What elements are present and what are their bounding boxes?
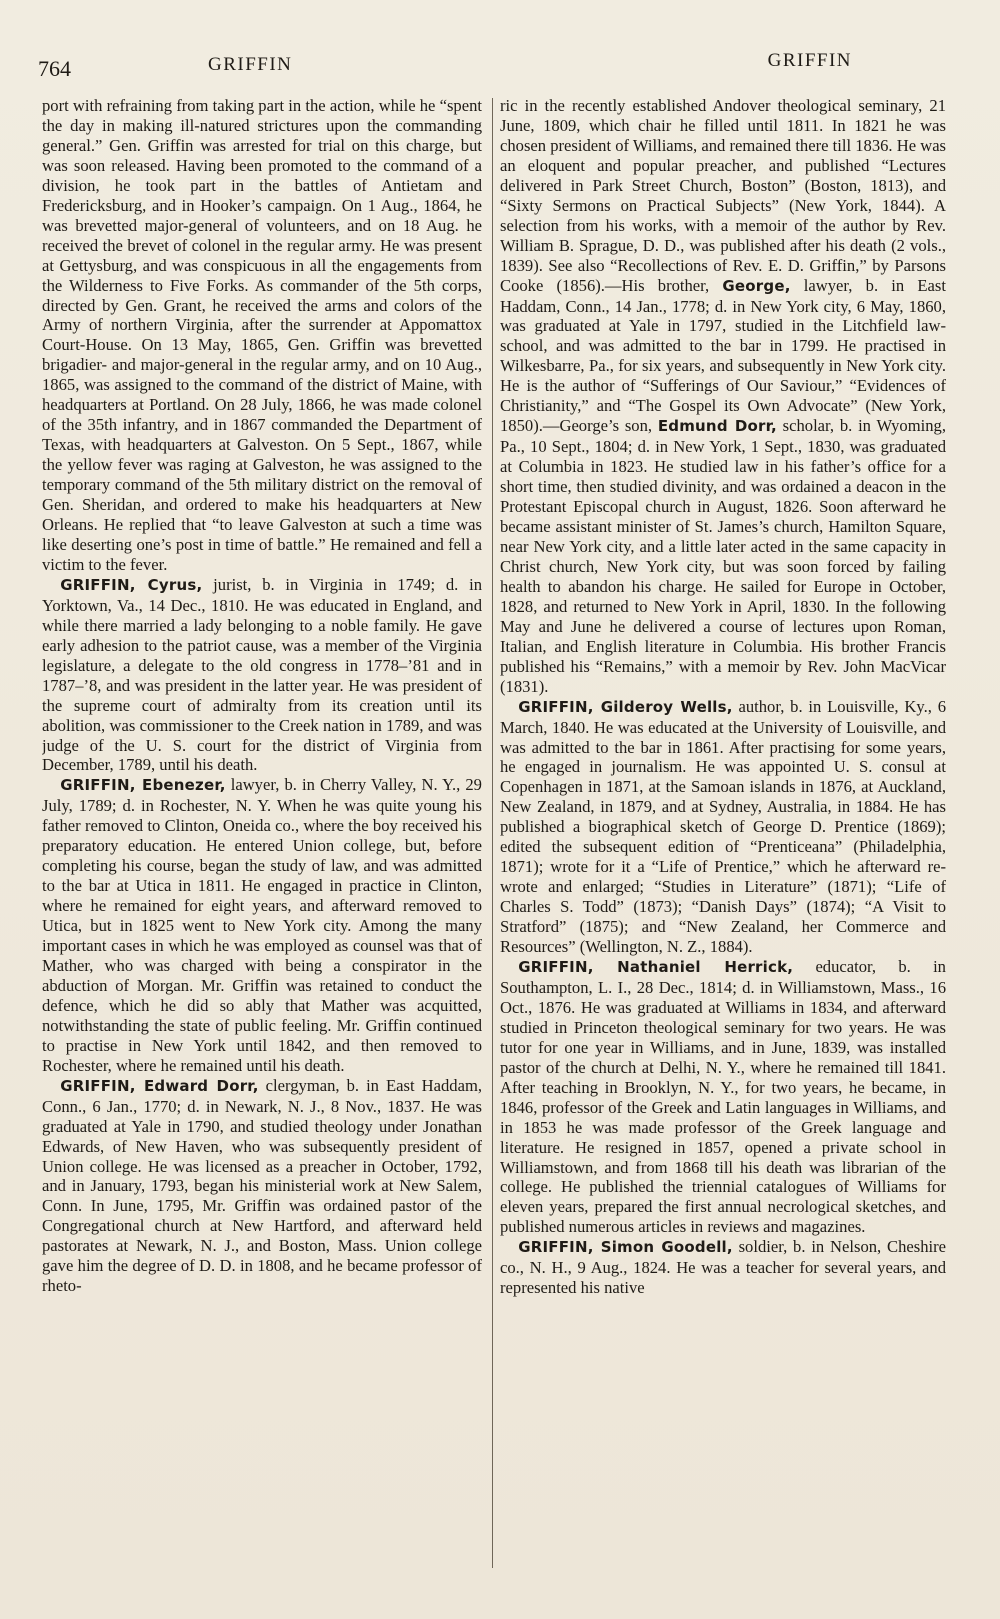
entry-subname: George, [722,276,791,295]
entry-text: clergyman, b. in East Haddam, Conn., 6 Jan., 1770; d. in Newark, N. J., 8 Nov., 1837. He was graduated at Yale in 1790, and studied theology under Jonathan Edwards, of New Haven, who was subsequently president of Union college. He was licensed as a preacher in October, 1792, and in January, 1793, began his ministerial work at New Salem, Conn. In June, 1795, Mr. Griffin was ordained pastor of the Congregational church at New Hartford, and afterward held pastorates at Newark, N. J., and Boston, Mass. Union college gave him the degree of D. D. in 1808, and he became professor of rheto- [42,1075,482,1296]
entry-nathaniel-herrick [500,957,946,1237]
entry-name: GRIFFIN, Edward Dorr, [60,1076,259,1095]
entry-name: GRIFFIN, Gilderoy Wells, [518,697,733,716]
entry-simon-goodell [500,1237,946,1298]
column-divider [492,98,493,1568]
running-head-left: GRIFFIN [208,54,293,75]
page-number: 764 [38,56,71,81]
page-header [38,50,962,84]
entry-text: lawyer, b. in Cherry Valley, N. Y., 29 July, 1789; d. in Rochester, N. Y. When he was quite young his father removed to Clinton, Oneida co., where the boy received his preparatory education. He entered Union college, but, before completing his course, began the study of law, and was admitted to the bar at Utica in 1811. He engaged in practice in Clinton, where he remained for eight years, and afterward removed to Utica, but in 1825 went to New York city. Among the many important cases in which he was employed as counsel was that of Mather, who was charged with being a conspirator in the abduction of Morgan. Mr. Griffin was retained to conduct the defence, which he did so ably that Mather was acquitted, notwithstanding the state of public feeling. Mr. Griffin continued to practise in New York until 1842, and then removed to Rochester, where he remained until his death. [42,775,482,1075]
entry-name: GRIFFIN, Nathaniel Herrick, [518,957,794,976]
entry-text: soldier, b. in Nelson, Cheshire co., N. H., 9 Aug., 1824. He was a teacher for several years, and represented his native [500,1237,946,1298]
entry-name: GRIFFIN, Simon Goodell, [518,1238,733,1257]
entry-text: ric in the recently established Andover theological seminary, 21 June, 1809, which chair he filled until 1811. In 1821 he was chosen president of Williams, and remained there till 1836. He was an eloquent and popular preacher, and published “Lectures delivered in Park Street Church, Boston” (Boston, 1813), and “Sixty Sermons on Practical Subjects” (New York, 1844). A selection from his works, with a memoir of the author by Rev. William B. Sprague, D. D., was published after his death (2 vols., 1839). See also “Recollections of Rev. E. D. Griffin,” by Parsons Cooke (1856).—His brother, [500,96,946,295]
entry-cyrus [42,575,482,776]
entry-edward-dorr [42,1076,482,1296]
entry-text: scholar, b. in Wyoming, Pa., 10 Sept., 1804; d. in New York, 1 Sept., 1830, was graduated at Columbia in 1823. He studied law in his father’s office for a short time, then studied divinity, and was ordained a deacon in the Protestant Episcopal church in August, 1826. Soon afterward he became assistant minister of St. James’s church, Hamilton Square, near New York city, and a little later acted in the same capacity in Christ church, New York city, but was soon forced by failing health to abandon his charge. He sailed for Europe in October, 1828, and returned to New York in April, 1830. In the following May and June he delivered a course of lectures upon Roman, Italian, and English literature in Columbia. His brother Francis published his “Remains,” with a memoir by Rev. John MacVicar (1831). [500,416,946,696]
entry-ebenezer [42,775,482,1075]
entry-text: educator, b. in Southampton, L. I., 28 Dec., 1814; d. in Williamstown, Mass., 16 Oct., 1876. He was graduated at Williams in 1834, and afterward studied in Princeton theological seminary for two years. He was tutor for one year in Williams, and in June, 1839, was installed pastor of the church at Delhi, N. Y., where he remained till 1841. After teaching in Brooklyn, N. Y., for two years, he became, in 1846, professor of the Greek and Latin languages in Williams, and in 1853 he was made professor of the Greek language and literature. He resigned in 1857, opened a private school in Williamstown, and from 1868 till his death was librarian of the college. He published the triennial catalogues of Williams for eleven years, prepared the first annual necrological sketches, and published numerous articles in reviews and magazines. [500,956,946,1237]
entry-name: GRIFFIN, Cyrus, [60,575,203,594]
right-column [500,96,946,1596]
running-head-right: GRIFFIN [767,50,852,71]
left-column [42,96,482,1596]
entry-subname: Edmund Dorr, [657,417,777,436]
entry-name: GRIFFIN, Ebenezer, [60,776,226,795]
paragraph-continued [500,96,946,697]
paragraph-continued: port with refraining from taking part in the action, while he “spent the day in making ill-natured strictures upon the commanding general.” Gen. Griffin was arrested for trial on this charge, but was soon released. Having been promoted to the command of a division, he took part in the battles of Antietam and Fredericksburg, and in Hooker’s campaign. On 1 Aug., 1864, he was brevetted major-general of volunteers, and on 18 Aug. he received the brevet of colonel in the regular army. He was present at Gettysburg, and was conspicuous in all the engagements from the Wilderness to Five Forks. As commander of the 5th corps, directed by Gen. Grant, he received the arms and colors of the Army of northern Virginia, after the surrender at Appomattox Court-House. On 13 May, 1865, Gen. Griffin was brevetted brigadier- and major-general in the regular army, and on 10 Aug., 1865, was assigned to the command of the district of Maine, with headquarters at Portland. On 28 July, 1866, he was made colonel of the 35th infantry, and in 1867 commanded the Department of Texas, with headquarters at Galveston. On 5 Sept., 1867, while the yellow fever was raging at Galveston, he was assigned to the temporary command of the 5th military district on the removal of Gen. Sheridan, and ordered to make his headquarters at New Orleans. He replied that “to leave Galveston at such a time was like deserting one’s post in time of battle.” He remained and fell a victim to the fever. [42,96,482,574]
entry-text: lawyer, b. in East Haddam, Conn., 14 Jan., 1778; d. in New York city, 6 May, 1860, was graduated at Yale in 1797, studied in the Litchfield law-school, and was admitted to the bar in 1799. He practised in Wilkesbarre, Pa., for six years, and subsequently in New York city. He is the author of “Sufferings of Our Saviour,” “Evidences of Christianity,” and “The Gospel its Own Advocate” (New York, 1850).—George’s son, [500,275,946,436]
entry-gilderoy-wells [500,697,946,957]
entry-text: jurist, b. in Virginia in 1749; d. in Yorktown, Va., 14 Dec., 1810. He was educated in England, and while there married a lady belonging to a noble family. He gave early adhesion to the patriot cause, was a member of the Virginia legislature, a delegate to the old congress in 1778–’81 and in 1787–’8, and was president in the latter year. He was president of the supreme court of admiralty from its creation until its abolition, was commissioner to the Creek nation in 1789, and was judge of the U. S. court for the district of Virginia from December, 1789, until his death. [42,574,482,775]
entry-text: author, b. in Louisville, Ky., 6 March, 1840. He was educated at the University of Louisville, and was admitted to the bar in 1861. After practising for some years, he engaged in journalism. He was appointed U. S. consul at Copenhagen in 1871, at the Samoan islands in 1876, at Auckland, New Zealand, in 1879, and at Sydney, Australia, in 1884. He has published a biographical sketch of George D. Prentice (1869); edited the subsequent edition of “Prenticeana” (Philadelphia, 1871); wrote for it a “Life of Prentice,” which he afterward re-wrote and enlarged; “Studies in Literature” (1871); “Life of Charles S. Todd” (1873); “Danish Days” (1874); “A Visit to Stratford” (1875); and “New Zealand, her Commerce and Resources” (Wellington, N. Z., 1884). [500,696,946,957]
